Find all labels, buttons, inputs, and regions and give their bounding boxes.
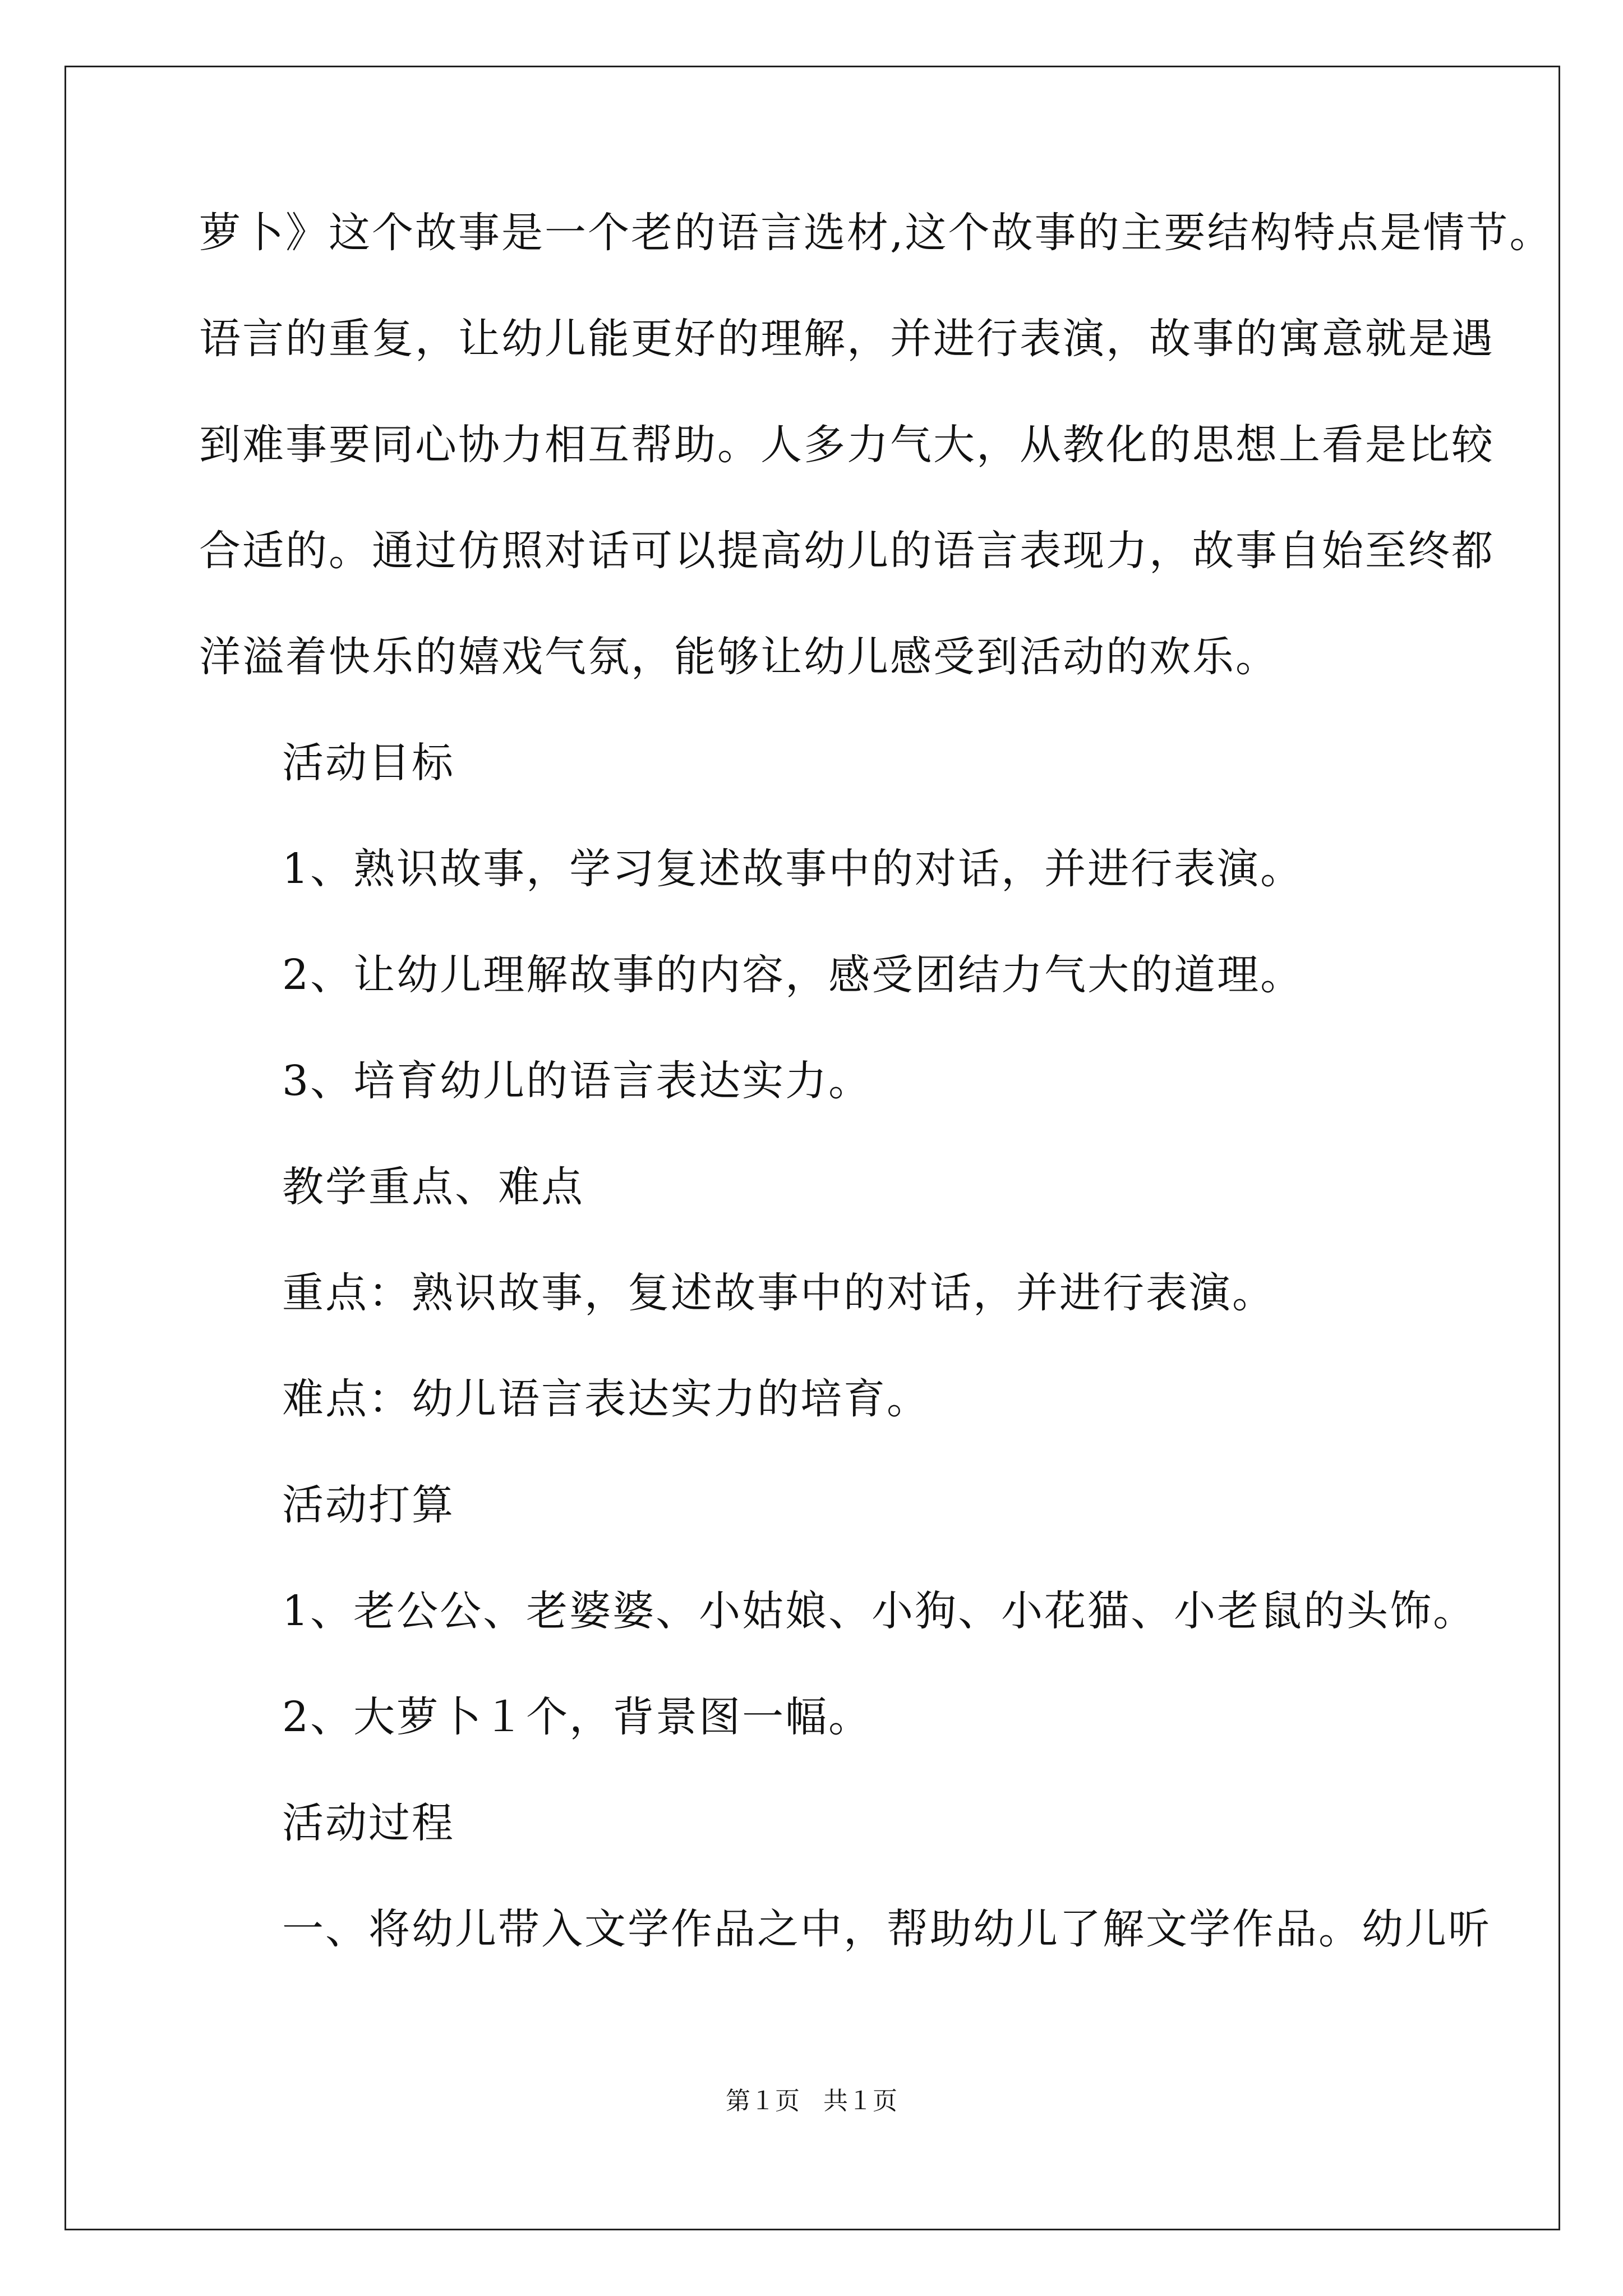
paragraph-line: 洋溢着快乐的嬉戏气氛，能够让幼儿感受到活动的欢乐。 — [199, 633, 1279, 681]
key-point-item: 重点：熟识故事，复述故事中的对话，并进行表演。 — [282, 1269, 1275, 1317]
paragraph-line: 萝卜》这个故事是一个老的语言选材,这个故事的主要结构特点是情节。 — [199, 209, 1553, 257]
goal-item: 2、让幼儿理解故事的内容，感受团结力气大的道理。 — [282, 951, 1304, 999]
goal-item: 3、培育幼儿的语言表达实力。 — [282, 1057, 872, 1105]
preparation-item: 1、老公公、老婆婆、小姑娘、小狗、小花猫、小老鼠的头饰。 — [282, 1587, 1477, 1635]
preparation-item: 2、大萝卜１个，背景图一幅。 — [282, 1693, 872, 1741]
goal-item: 1、熟识故事，学习复述故事中的对话，并进行表演。 — [282, 845, 1304, 893]
paragraph-line: 语言的重复，让幼儿能更好的理解，并进行表演，故事的寓意就是遇 — [199, 315, 1495, 363]
paragraph-line: 合适的。通过仿照对话可以提高幼儿的语言表现力，故事自始至终都 — [199, 527, 1495, 575]
paragraph-line: 到难事要同心协力相互帮助。人多力气大，从教化的思想上看是比较 — [199, 421, 1495, 469]
section-heading-key-points: 教学重点、难点 — [282, 1163, 584, 1211]
section-heading-process: 活动过程 — [282, 1799, 455, 1847]
page-number: 第１页 — [726, 2087, 800, 2115]
section-heading-activity-goals: 活动目标 — [282, 739, 455, 787]
difficulty-item: 难点：幼儿语言表达实力的培育。 — [282, 1375, 930, 1423]
page-footer — [0, 2086, 1623, 2117]
page-total: 共１页 — [823, 2087, 897, 2115]
document-body — [199, 208, 1553, 2010]
process-step: 一、将幼儿带入文学作品之中，帮助幼儿了解文学作品。幼儿听 — [282, 1905, 1491, 1953]
section-heading-preparation: 活动打算 — [282, 1481, 455, 1529]
